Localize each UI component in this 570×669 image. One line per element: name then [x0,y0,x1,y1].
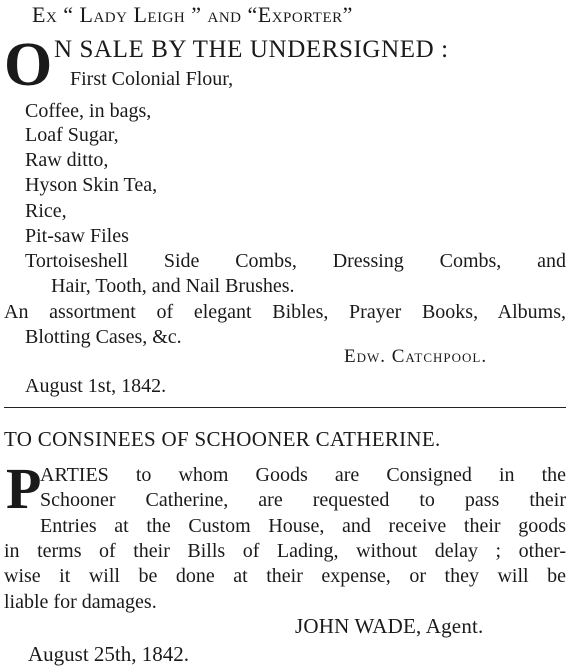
notice-line-5: wise it will be done at their expense, or they will be [4,565,566,587]
ship-header: Ex “ Lady Leigh ” and “Exporter” [32,2,353,27]
signature-john-wade: JOHN WADE, Agent. [295,614,484,638]
list-item: Loaf Sugar, [25,124,119,146]
notice-line-1: ARTIES to whom Goods are Consigned in the [40,464,566,486]
list-item: Hyson Skin Tea, [25,174,158,196]
list-item: Rice, [25,200,67,222]
schooner-heading: TO CONSINEES OF SCHOONER CATHERINE. [4,427,441,451]
notice-line-6: liable for damages. [4,591,157,613]
signature-catchpool: Edw. Catchpool. [344,346,488,367]
drop-cap-p: P [6,456,42,521]
section-divider [4,407,566,408]
combs-line-1: Tortoiseshell Side Combs, Dressing Combs, and [25,250,566,272]
item-colonial-flour: First Colonial Flour, [70,68,234,90]
sale-headline: N SALE BY THE UNDERSIGNED : [54,36,449,63]
list-item: Pit-saw Files [25,225,129,247]
assortment-line-1: An assortment of elegant Bibles, Prayer Books, Albums, [4,301,566,323]
notice-line-4: in terms of their Bills of Lading, without delay ; other- [4,540,566,562]
list-item: Raw ditto, [25,149,109,171]
drop-cap-o: O [4,31,53,99]
notice-line-2: Schooner Catherine, are requested to pass their [40,489,566,511]
combs-line-2: Hair, Tooth, and Nail Brushes. [51,275,295,297]
list-item: Coffee, in bags, [25,100,152,122]
assortment-line-2: Blotting Cases, &c. [25,326,182,348]
notice-line-3: Entries at the Custom House, and receive their goods [40,515,566,537]
date-august-25: August 25th, 1842. [28,642,190,666]
date-august-1: August 1st, 1842. [25,375,167,397]
